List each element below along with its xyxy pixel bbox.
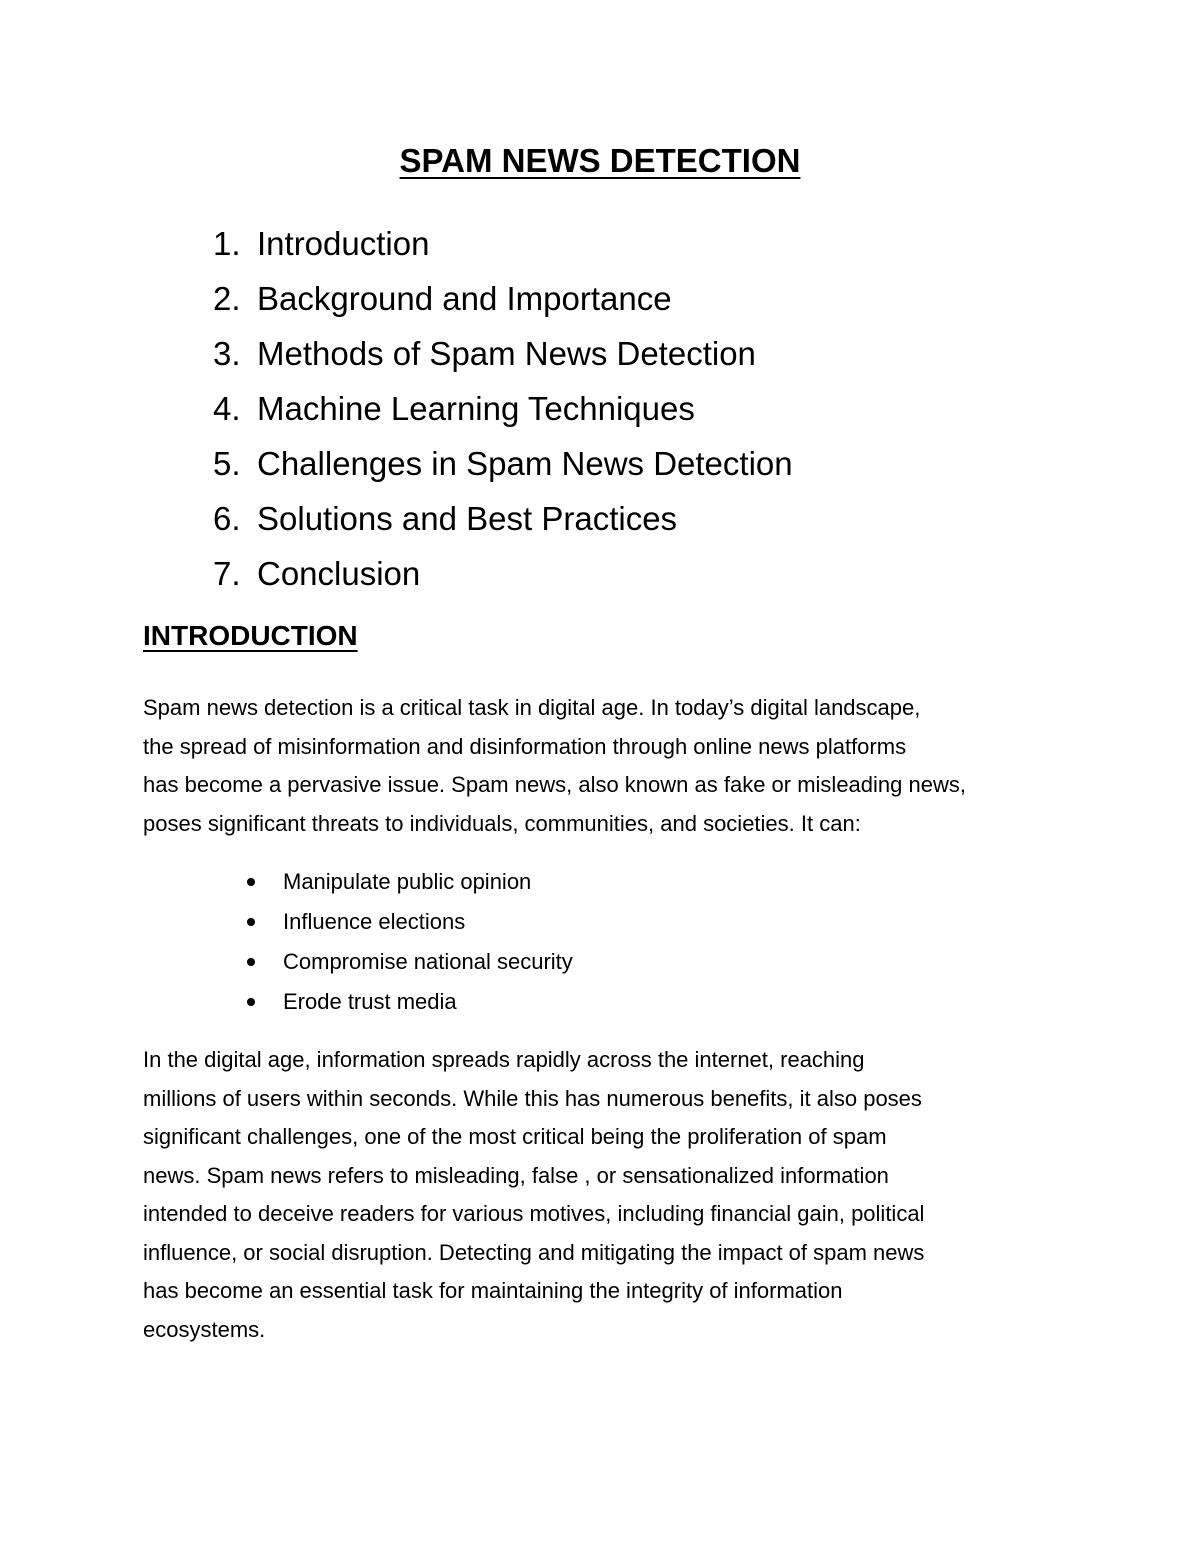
toc-item [213, 216, 793, 271]
toc-item [213, 491, 793, 546]
list-item-text: Influence elections [283, 909, 466, 934]
document-title [0, 142, 1200, 180]
bullet-icon [247, 878, 255, 886]
toc-item [213, 381, 793, 436]
list-item [247, 862, 573, 902]
list-item [247, 982, 573, 1022]
introduction-paragraph-1: Spam news detection is a critical task in digital age. In today’s digital landscape, the spread of misinformation and disinformation through online news platforms has become a pervasive issue. Spam news, also known as fake or misleading news, poses significant threats to individuals, communities, and societies. It can: [143, 695, 966, 836]
toc-item-number: 3. [213, 335, 241, 372]
toc-item-number: 7. [213, 555, 241, 592]
toc-item-number: 5. [213, 445, 241, 482]
introduction-paragraph-2: In the digital age, information spreads rapidly across the internet, reaching millions of users within seconds. While this has numerous benefits, it also poses significant challenges, one of the most critical being the proliferation of spam news. Spam news refers to misleading, false , or sensationalized information intended to deceive readers for various motives, including financial gain, political influence, or social disruption. Detecting and mitigating the impact of spam news has become an essential task for maintaining the integrity of information ecosystems. [143, 1047, 925, 1342]
bullet-icon [247, 998, 255, 1006]
toc-item [213, 326, 793, 381]
bullet-icon [247, 918, 255, 926]
toc-item-label: Background and Importance [257, 280, 672, 317]
threats-bullet-list [247, 862, 573, 1022]
document-title-text: SPAM NEWS DETECTION [399, 142, 801, 179]
toc-item-number: 4. [213, 390, 241, 427]
toc-item-label: Introduction [257, 225, 430, 262]
toc-item-number: 1. [213, 225, 241, 262]
list-item [247, 902, 573, 942]
toc-item-label: Challenges in Spam News Detection [257, 445, 793, 482]
toc-item [213, 271, 793, 326]
toc-item-label: Solutions and Best Practices [257, 500, 678, 537]
toc-item [213, 546, 793, 601]
list-item [247, 942, 573, 982]
introduction-heading-text: INTRODUCTION [143, 620, 358, 651]
bullet-icon [247, 958, 255, 966]
toc-item-label: Conclusion [257, 555, 421, 592]
toc-item-number: 2. [213, 280, 241, 317]
toc-item-label: Machine Learning Techniques [257, 390, 695, 427]
table-of-contents [213, 216, 793, 601]
list-item-text: Compromise national security [283, 949, 573, 974]
toc-item-number: 6. [213, 500, 241, 537]
toc-item-label: Methods of Spam News Detection [257, 335, 756, 372]
toc-item [213, 436, 793, 491]
list-item-text: Manipulate public opinion [283, 869, 532, 894]
list-item-text: Erode trust media [283, 989, 457, 1014]
introduction-heading [143, 620, 358, 652]
